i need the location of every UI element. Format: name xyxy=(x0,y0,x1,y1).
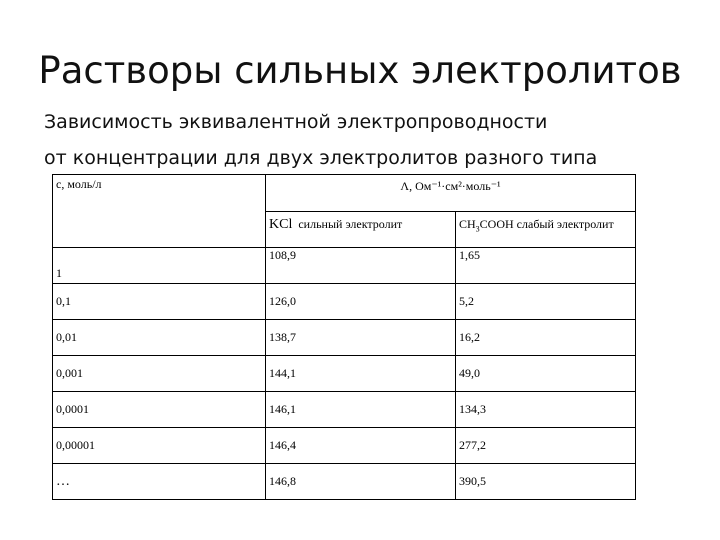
kcl-value-cell: 138,7 xyxy=(266,320,456,356)
concentration-cell: 1 xyxy=(53,248,266,284)
acetic-value-cell: 1,65 xyxy=(456,248,636,284)
table-row xyxy=(53,392,636,428)
concentration-cell: 0,01 xyxy=(53,320,266,356)
concentration-cell: … xyxy=(53,464,266,500)
table-row xyxy=(53,356,636,392)
concentration-cell: 0,00001 xyxy=(53,428,266,464)
concentration-header: с, моль/л xyxy=(53,175,266,248)
table-body xyxy=(53,248,636,500)
subtitle-line-2: от концентрации для двух электролитов разного типа xyxy=(44,147,598,169)
acetic-acid-header: $CH_3COOH$ слабый электролит xyxy=(456,212,636,248)
acetic-value-cell: 277,2 xyxy=(456,428,636,464)
acetic-value-cell: 5,2 xyxy=(456,284,636,320)
table-row xyxy=(53,284,636,320)
subtitle-line-1: Зависимость эквивалентной электропроводности xyxy=(44,111,548,133)
concentration-cell: 0,0001 xyxy=(53,392,266,428)
kcl-value-cell: 144,1 xyxy=(266,356,456,392)
concentration-cell: 0,1 xyxy=(53,284,266,320)
kcl-value-cell: 146,8 xyxy=(266,464,456,500)
acetic-value-cell: 134,3 xyxy=(456,392,636,428)
kcl-value-cell: 108,9 xyxy=(266,248,456,284)
table-row xyxy=(53,248,636,284)
conductivity-table xyxy=(52,174,636,500)
table-row xyxy=(53,464,636,500)
table-row xyxy=(53,320,636,356)
acetic-value-cell: 390,5 xyxy=(456,464,636,500)
conductivity-header: Λ, Ом⁻¹·см²·моль⁻¹ xyxy=(266,175,636,212)
kcl-value-cell: 146,4 xyxy=(266,428,456,464)
concentration-cell: 0,001 xyxy=(53,356,266,392)
table-row xyxy=(53,428,636,464)
kcl-symbol: KCl xyxy=(269,217,293,232)
slide-title: Растворы сильных электролитов xyxy=(38,49,682,92)
acetic-value-cell: 16,2 xyxy=(456,320,636,356)
kcl-value-cell: 126,0 xyxy=(266,284,456,320)
kcl-description: сильный электролит xyxy=(298,217,403,231)
kcl-header xyxy=(266,212,456,248)
acetic-value-cell: 49,0 xyxy=(456,356,636,392)
kcl-value-cell: 146,1 xyxy=(266,392,456,428)
